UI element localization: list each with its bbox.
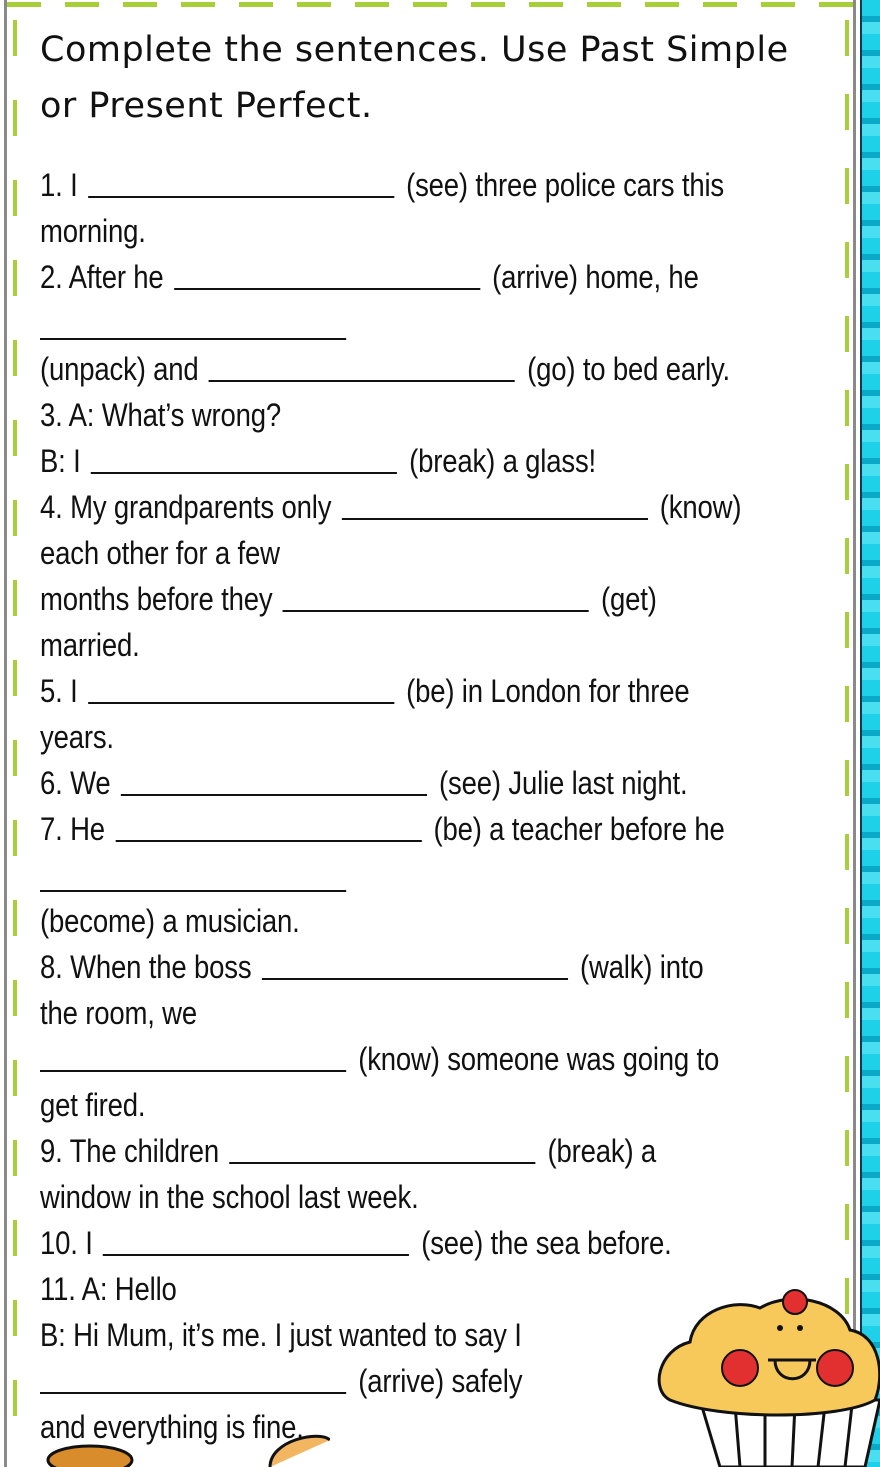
sentence-line <box>40 1082 728 1128</box>
sentence-text: 9. The children <box>40 1133 219 1169</box>
answer-blank[interactable] <box>342 518 648 520</box>
answer-blank[interactable] <box>40 1070 346 1072</box>
answer-blank[interactable] <box>115 840 421 842</box>
answer-blank[interactable] <box>91 472 397 474</box>
right-frame-line <box>853 0 856 1467</box>
sentence-text: B: I <box>40 443 81 479</box>
sentence-line <box>40 806 728 852</box>
sentence-text: 5. I <box>40 673 78 709</box>
left-frame-line <box>4 0 7 1467</box>
sentence-text: 4. My grandparents only <box>40 489 332 525</box>
answer-blank[interactable] <box>88 702 394 704</box>
verb-hint-text: (break) a glass! <box>409 443 597 479</box>
sentence-line <box>40 254 728 300</box>
sentence-line <box>40 668 728 714</box>
verb-hint-text: (arrive) home, he <box>492 259 699 295</box>
sentence-line <box>40 1036 728 1082</box>
sentence-line <box>40 1358 728 1404</box>
sentence-line <box>40 438 728 484</box>
sentence-text: B: Hi Mum, it’s me. I just wanted to say I <box>40 1317 522 1353</box>
answer-blank[interactable] <box>283 610 589 612</box>
sentence-text: 6. We <box>40 765 111 801</box>
right-dashed-border <box>845 20 849 1460</box>
sentence-text: 1. I <box>40 167 78 203</box>
answer-blank[interactable] <box>174 288 480 290</box>
sentence-line <box>40 714 728 760</box>
verb-hint-text: (know) someone was going to <box>358 1041 720 1077</box>
answer-blank[interactable] <box>229 1162 535 1164</box>
sentence-line <box>40 1220 728 1266</box>
sentence-line <box>40 346 731 392</box>
verb-hint-text: (be) a teacher before he <box>433 811 725 847</box>
sentence-line <box>40 1128 728 1174</box>
sentence-text: 8. When the boss <box>40 949 252 985</box>
verb-hint-text: (go) to bed early. <box>527 351 731 387</box>
sentence-line <box>40 898 728 944</box>
sentence-text: 2. After he <box>40 259 164 295</box>
toast-cartoon-icon <box>30 1420 330 1467</box>
exercise-title: Complete the sentences. Use Past Simple or Present Perfect. <box>40 30 789 126</box>
sentence-text: years. <box>40 719 114 755</box>
verb-hint-text: (arrive) safely <box>358 1363 523 1399</box>
sentence-text: 7. He <box>40 811 105 847</box>
verb-hint-text: (know) <box>659 489 742 525</box>
answer-blank-line <box>40 852 728 898</box>
answer-blank[interactable] <box>121 794 427 796</box>
sentence-text: (become) a musician. <box>40 903 300 939</box>
sentence-text: morning. <box>40 213 146 249</box>
sentence-line <box>40 208 728 254</box>
sentence-text: each other for a few <box>40 535 280 571</box>
sentence-line <box>40 576 728 622</box>
answer-blank[interactable] <box>40 890 346 892</box>
sentence-text: 3. A: What’s wrong? <box>40 397 281 433</box>
sentence-line <box>40 1312 728 1358</box>
verb-hint-text: (see) three police cars this <box>406 167 724 203</box>
exercise-sentences <box>40 162 742 1450</box>
left-dashed-border <box>13 20 17 1460</box>
answer-blank[interactable] <box>103 1254 409 1256</box>
muffin-cartoon-icon <box>640 1280 880 1467</box>
answer-blank[interactable] <box>40 1392 346 1394</box>
sentence-text: window in the school last week. <box>40 1179 419 1215</box>
verb-hint-text: (get) <box>601 581 657 617</box>
sentence-line <box>40 944 728 990</box>
decorative-side-strip <box>860 0 880 1467</box>
verb-hint-text: (be) in London for three <box>406 673 690 709</box>
sentence-line <box>40 1266 728 1312</box>
answer-blank[interactable] <box>209 380 515 382</box>
sentence-text: months before they <box>40 581 273 617</box>
sentence-text: 10. I <box>40 1225 93 1261</box>
answer-blank-line <box>40 300 728 346</box>
answer-blank[interactable] <box>88 196 394 198</box>
sentence-line <box>40 530 728 576</box>
top-dashed-border <box>7 2 853 7</box>
sentence-line <box>40 622 728 668</box>
sentence-line <box>40 990 728 1036</box>
sentence-text: the room, we <box>40 995 198 1031</box>
verb-hint-text: (walk) into <box>579 949 704 985</box>
sentence-line <box>40 484 742 530</box>
sentence-text: get fired. <box>40 1087 146 1123</box>
verb-hint-text: (see) the sea before. <box>421 1225 672 1261</box>
sentence-text: and everything is fine. <box>40 1409 304 1445</box>
verb-hint-text: (break) a <box>547 1133 657 1169</box>
verb-hint-text: (see) Julie last night. <box>439 765 688 801</box>
answer-blank[interactable] <box>40 338 346 340</box>
sentence-line <box>40 162 728 208</box>
sentence-line <box>40 392 728 438</box>
sentence-text: married. <box>40 627 140 663</box>
sentence-line <box>40 1174 728 1220</box>
answer-blank[interactable] <box>262 978 568 980</box>
sentence-text: 11. A: Hello <box>40 1271 177 1307</box>
sentence-line <box>40 760 728 806</box>
sentence-text: (unpack) and <box>40 351 199 387</box>
